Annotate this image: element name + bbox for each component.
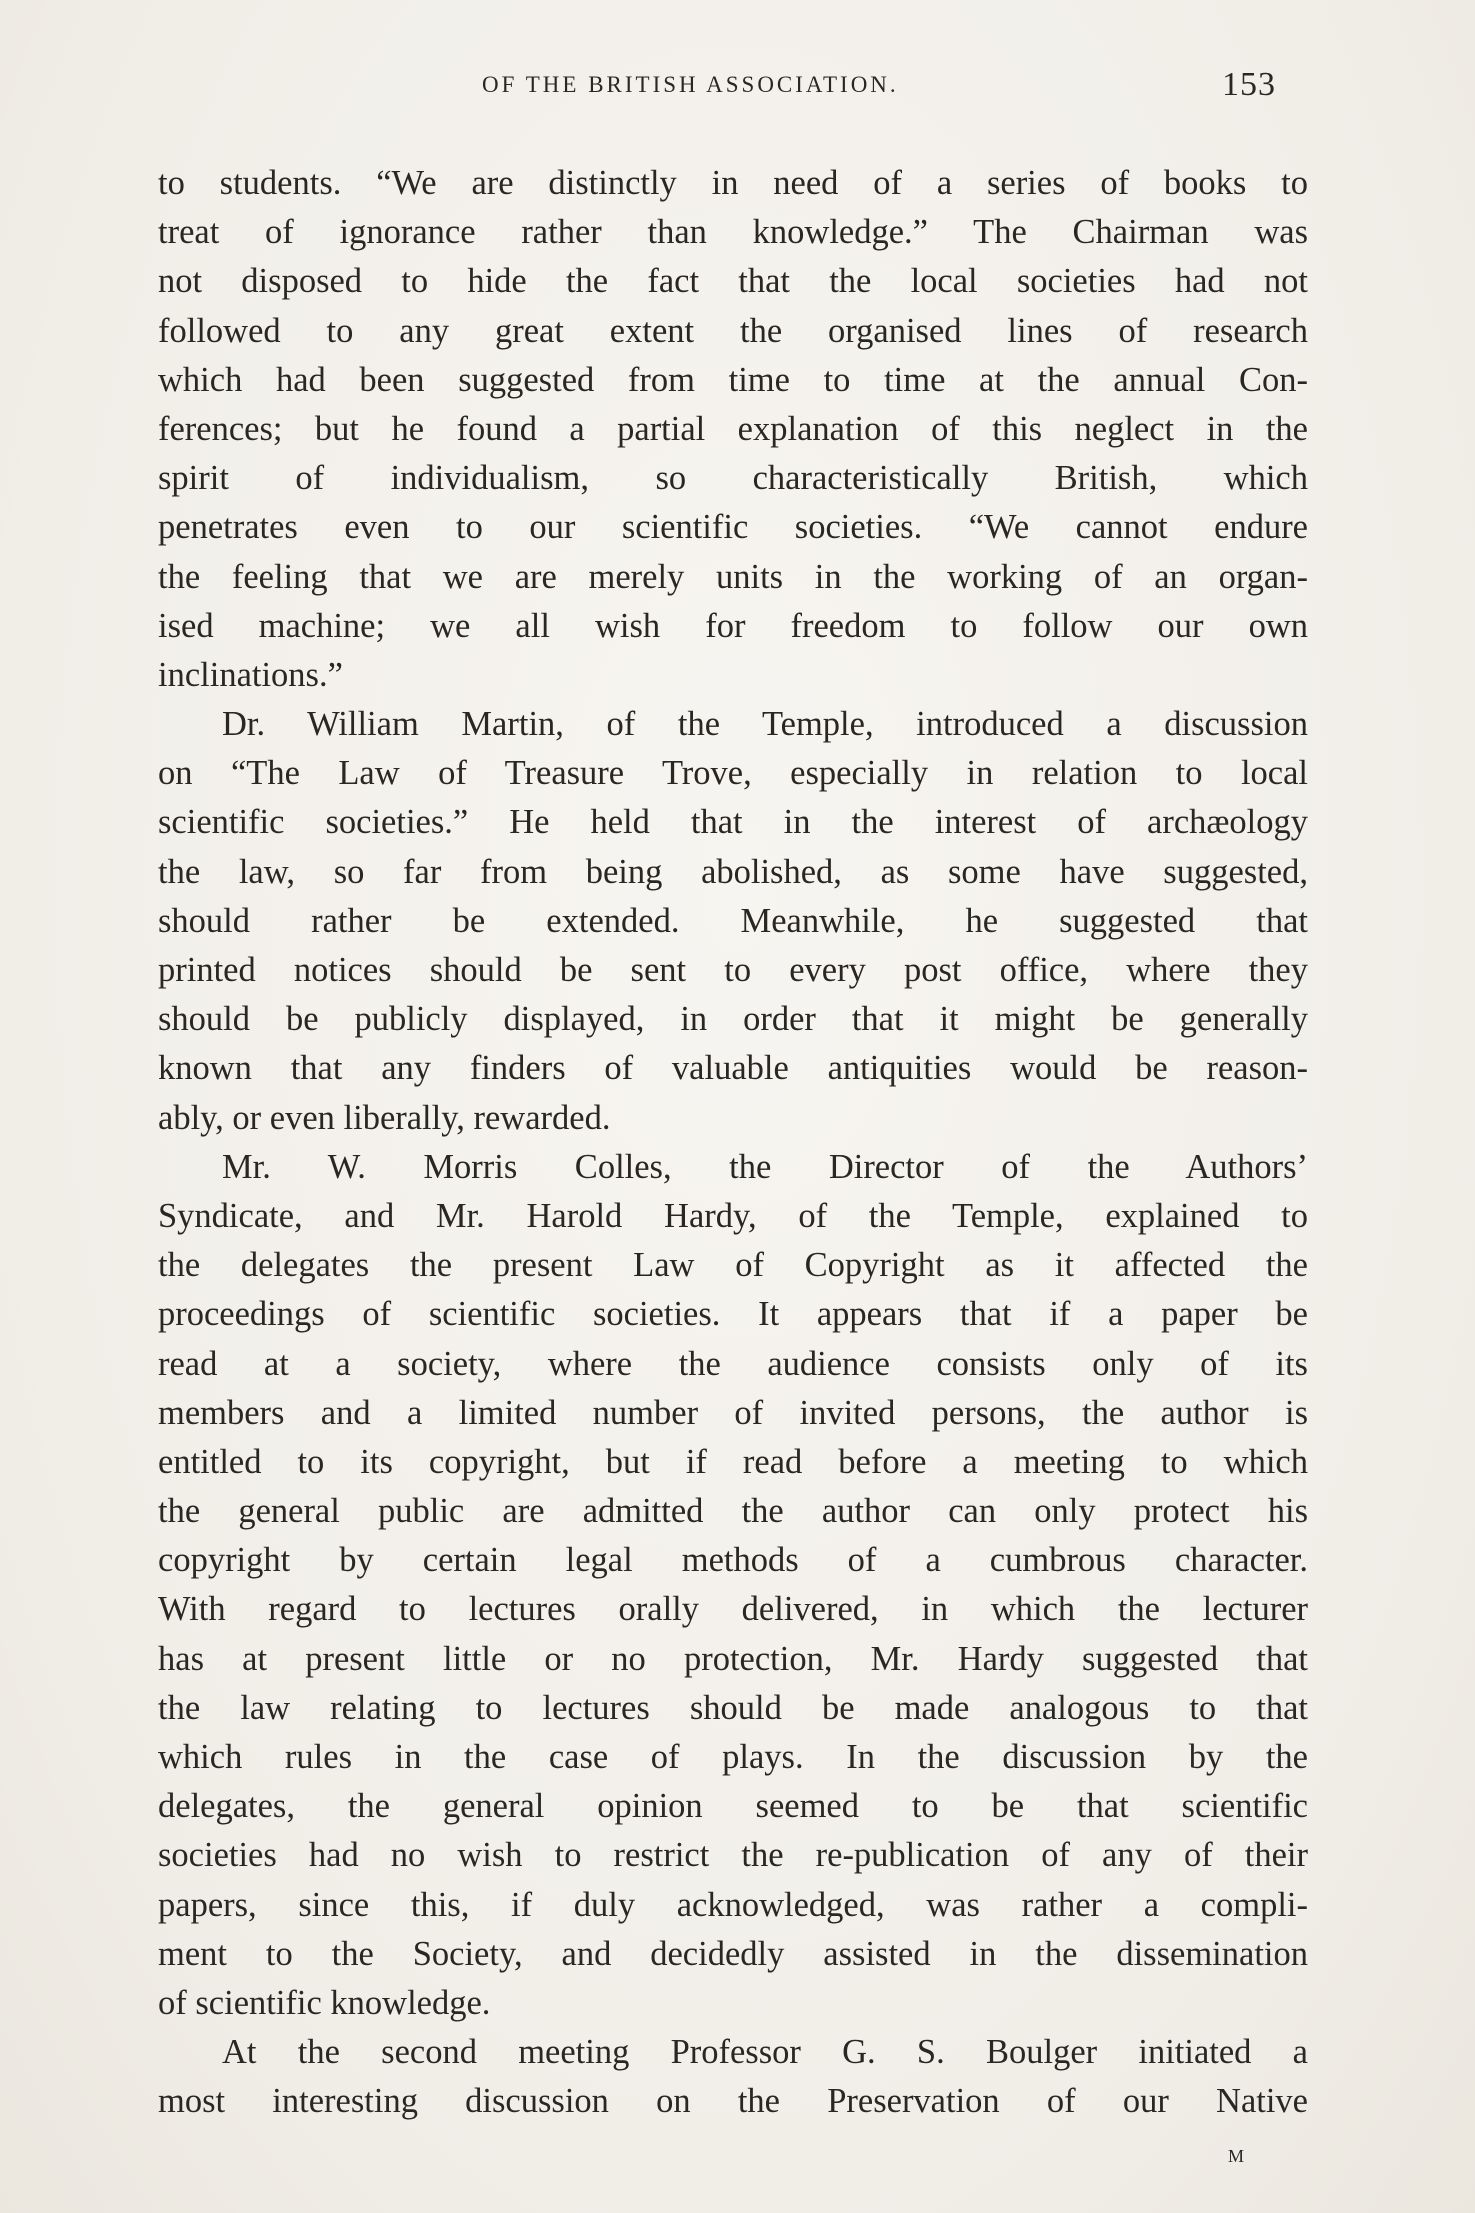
text-line: of scientific knowledge. bbox=[158, 1983, 491, 2022]
paragraph bbox=[158, 2028, 1308, 2126]
text-line: societies had no wish to restrict the re-publication of any of their bbox=[158, 1836, 1308, 1875]
text-line: ferences; but he found a partial explanation of this neglect in the bbox=[158, 409, 1308, 448]
text-line: spirit of individualism, so characteristically British, which bbox=[158, 459, 1308, 498]
text-line: the law, so far from being abolished, as some have suggested, bbox=[158, 852, 1308, 891]
text-line: to students. “We are distinctly in need of a series of books to bbox=[158, 164, 1308, 202]
text-line: Dr. William Martin, of the Temple, introduced a discussion bbox=[222, 705, 1308, 744]
paragraph bbox=[158, 700, 1308, 1143]
text-line: proceedings of scientific societies. It appears that if a paper be bbox=[158, 1295, 1308, 1334]
running-head bbox=[0, 66, 1475, 112]
running-title: OF THE BRITISH ASSOCIATION. bbox=[482, 72, 899, 97]
text-line: followed to any great extent the organised lines of research bbox=[158, 311, 1308, 350]
text-line: ably, or even liberally, rewarded. bbox=[158, 1098, 611, 1137]
text-line: papers, since this, if duly acknowledged, was rather a compli- bbox=[158, 1885, 1308, 1924]
text-line: inclinations.” bbox=[158, 655, 343, 694]
page-number: 153 bbox=[1222, 66, 1276, 103]
text-line: most interesting discussion on the Preservation of our Native bbox=[158, 2082, 1308, 2121]
body-text bbox=[158, 159, 1308, 2127]
text-line: entitled to its copyright, but if read before a meeting to which bbox=[158, 1442, 1308, 1481]
paragraph bbox=[158, 1143, 1308, 2028]
text-line: the law relating to lectures should be made analogous to that bbox=[158, 1688, 1308, 1727]
text-line: known that any finders of valuable antiquities would be reason- bbox=[158, 1049, 1308, 1088]
text-line: should be publicly displayed, in order that it might be generally bbox=[158, 1000, 1308, 1039]
text-line: ised machine; we all wish for freedom to follow our own bbox=[158, 606, 1308, 645]
text-line: delegates, the general opinion seemed to be that scientific bbox=[158, 1787, 1308, 1826]
text-line: should rather be extended. Meanwhile, he suggested that bbox=[158, 901, 1308, 940]
text-line: the delegates the present Law of Copyright as it affected the bbox=[158, 1246, 1308, 1285]
signature-mark: M bbox=[1228, 2146, 1246, 2166]
text-line: not disposed to hide the fact that the local societies had not bbox=[158, 262, 1308, 301]
text-line: read at a society, where the audience consists only of its bbox=[158, 1344, 1308, 1383]
text-line: the feeling that we are merely units in the working of an organ- bbox=[158, 557, 1308, 596]
text-line: At the second meeting Professor G. S. Boulger initiated a bbox=[222, 2033, 1308, 2072]
text-line: With regard to lectures orally delivered, in which the lecturer bbox=[158, 1590, 1308, 1629]
text-line: penetrates even to our scientific societies. “We cannot endure bbox=[158, 508, 1308, 547]
text-line: printed notices should be sent to every post office, where they bbox=[158, 951, 1308, 989]
text-line: which rules in the case of plays. In the discussion by the bbox=[158, 1738, 1308, 1776]
text-line: treat of ignorance rather than knowledge.” The Chairman was bbox=[158, 213, 1308, 252]
text-line: members and a limited number of invited persons, the author is bbox=[158, 1393, 1308, 1432]
text-line: has at present little or no protection, Mr. Hardy suggested that bbox=[158, 1639, 1308, 1678]
text-line: Syndicate, and Mr. Harold Hardy, of the Temple, explained to bbox=[158, 1196, 1308, 1235]
text-line: ment to the Society, and decidedly assisted in the dissemination bbox=[158, 1934, 1308, 1973]
paragraph bbox=[158, 159, 1308, 700]
text-line: scientific societies.” He held that in the interest of archæology bbox=[158, 803, 1308, 842]
text-line: copyright by certain legal methods of a cumbrous character. bbox=[158, 1541, 1308, 1580]
text-line: Mr. W. Morris Colles, the Director of the Authors’ bbox=[222, 1147, 1308, 1186]
text-line: the general public are admitted the author can only protect his bbox=[158, 1492, 1308, 1531]
text-line: which had been suggested from time to time at the annual Con- bbox=[158, 360, 1308, 399]
text-line: on “The Law of Treasure Trove, especially in relation to local bbox=[158, 754, 1308, 793]
